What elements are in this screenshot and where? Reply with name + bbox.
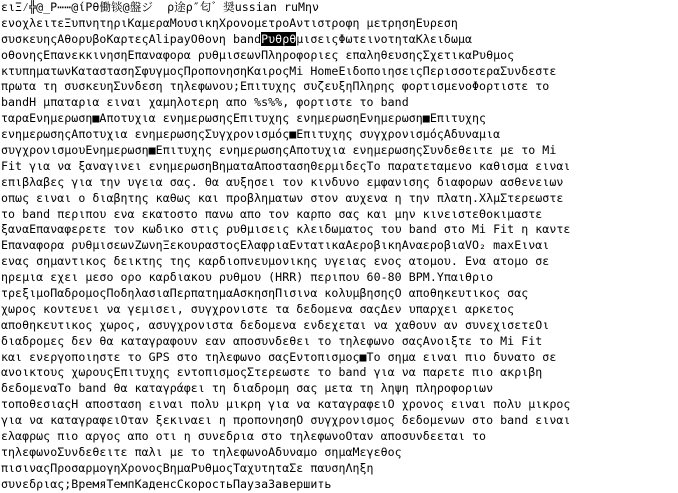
text-line: ειΞ⁄╬@_Ρ⋯⋯@ίΡθ働锬@盤ジ ρ途ρ″匂゛奨ussian ruΜην bbox=[1, 0, 320, 14]
text-segment: μισειςΦωτεινοτηταΚλειδωμα bbox=[296, 31, 473, 46]
text-line: οθονηςΕπανεκκινησηΕπαναφορα ρυθμισεωνΠληροφοριες επαληθευσηςΣχετικαΡυθμος bbox=[1, 47, 515, 62]
text-line: ηρεμια εχει μεσο ορο καρδιακου ρυθμου (HRR) περιπου 60-80 BPM.Υπαιθριο bbox=[1, 270, 494, 285]
text-line: ενοχλειτεΞυπνητηριΚαμεραΜουσικηΧρονομετροΑντιστροφη μετρησηΕυρεση bbox=[1, 15, 458, 30]
text-line: ενας σημαντικος δεικτης της καρδιοπνευμονικης υγειας ενος ατομου. Ενα ατομο σε bbox=[1, 254, 550, 269]
text-line: τοποθεσιαςΗ αποσταση ειναι πολυ μικρη για να καταγραφειΟ χρονος ειναι πολυ μικρος bbox=[1, 397, 571, 412]
text-line: Fit για να ξαναγινει ενημερωσηΒηματαΑποστασηΘερμιδεςΤο παρατεταμενο καθισμα ειναι bbox=[1, 158, 571, 173]
text-line: χωρος κοντευει να γεμισει, συγχρονιστε τα δεδομενα σαςΔεν υπαρχει αρκετος bbox=[1, 301, 515, 316]
text-line: οπως ειναι ο διαβητης καθως και προβληματων στον αυχενα η την πλατη.ΧλμΣτερεωστε bbox=[1, 190, 564, 205]
text-line: τηλεφωνοΣυνδεθειτε παλι με το τηλεφωνοΑδυναμο σημαΜεγεθος bbox=[1, 444, 402, 459]
text-segment: συσκευηςΑθορυβοΚαρτεςAlipayΟθονη band bbox=[1, 31, 262, 46]
text-line: πισιναςΠροσαρμογηΧρονοςΒημαΡυθμοςΤαχυτηταΣε παυσηΛηξη bbox=[1, 460, 374, 475]
text-line: τρεξιμοΠαδρομοςΠοδηλασιαΠερπατημαΑσκησηΠισινα κολυμβησηςΟ αποθηκευτικος σας bbox=[1, 286, 529, 301]
text-line: αποθηκευτικος χωρος, ασυγχρονιστα δεδομενα ενδεχεται να χαθουν αν συνεχισετεΟι bbox=[1, 317, 550, 332]
text-line: ταραΕνημερωση■Αποτυχια ενημερωσηςΕπιτυχης ενημερωσηΕνημερωση■Επιτυχης bbox=[1, 111, 487, 126]
text-line: για να καταγραφειΟταν ξεκιναει η προπονησηΟ συγχρονισμος δεδομενων στο band ειναι bbox=[1, 413, 571, 428]
text-line: συγχρονισμουΕνημερωση■Επιτυχης ενημερωσηςΑποτυχια ενημερωσηςΣυνδεθειτε με το Mi bbox=[1, 143, 557, 158]
highlighted-segment: θ bbox=[289, 31, 297, 46]
text-line: κτυπηματωνΚαταστασηΣφυγμοςΠροπονησηΚαιροςMi HomeΕιδοποιησειςΠερισσοτεραΣυνδεστε bbox=[1, 63, 557, 78]
text-line: συνεδριας;ВремяТемпКаденсСкоростьПаузаЗавершить bbox=[1, 476, 332, 491]
text-line: πρωτα τη συσκευηΣυνδεση τηλεφωνου;Επιτυχης συζευξηΠληρης φορτισμενοΦορτιστε το bbox=[1, 79, 550, 94]
text-line: ελαφρως πιο αργος απο οτι η συνεδρια στο τηλεφωνοΟταν αποσυνδεεται το bbox=[1, 429, 487, 444]
text-line: διαδρομες δεν θα καταγραφουν εαν αποσυνδεθει το τηλεφωνο σαςΑνοιξτε το Mi Fit bbox=[1, 333, 543, 348]
text-line: δεδομεναΤο band θα καταγράφει τη διαδρομη σας μετα τη ληψη πληροφοριων bbox=[1, 381, 494, 396]
text-line: bandΗ μπαταρια ειναι χαμηλοτερη απο %s%%, φορτιστε το band bbox=[1, 95, 409, 110]
highlighted-text bbox=[261, 32, 296, 46]
highlighted-segment: ρ bbox=[282, 31, 290, 46]
highlighted-segment: Ρυθ bbox=[261, 31, 283, 46]
text-line: το band περιπου ενα εκατοστο πανω απο τον καρπο σας και μην κινειστεΘοκιμαστε bbox=[1, 206, 543, 221]
text-line: επιβλαβες για την υγεια σας. Θα αυξησει τον κινδυνο εμφανισης διαφορων ασθενειων bbox=[1, 174, 564, 189]
text-line: ενημερωσηςΑποτυχια ενημερωσηςΣυγχρονισμός■Επιτυχης συγχρονισμόςΑδυναμια bbox=[1, 127, 501, 142]
text-line: ανοικτους χωρουςΕπιτυχης εντοπισμοςΣτερεωστε το band για να παρετε πιο ακριβη bbox=[1, 365, 543, 380]
text-line: και ενεργοποιηστε το GPS στο τηλεφωνο σαςΕντοπισμος■Το σημα ειναι πιο δυνατο σε bbox=[1, 349, 557, 364]
text-line: ξαναΕπαναφερετε τον κωδικο στις ρυθμισεις κλειδωματος του band στο Mi Fit η καντε bbox=[1, 222, 571, 237]
text-line: Επαναφορα ρυθμισεωνΖωνηΞεκουραστοςΕλαφριαΕντατικαΑεροβικηΑναεροβιαVO₂ maxΕιναι bbox=[1, 238, 550, 253]
text-line-with-highlight bbox=[0, 32, 678, 48]
